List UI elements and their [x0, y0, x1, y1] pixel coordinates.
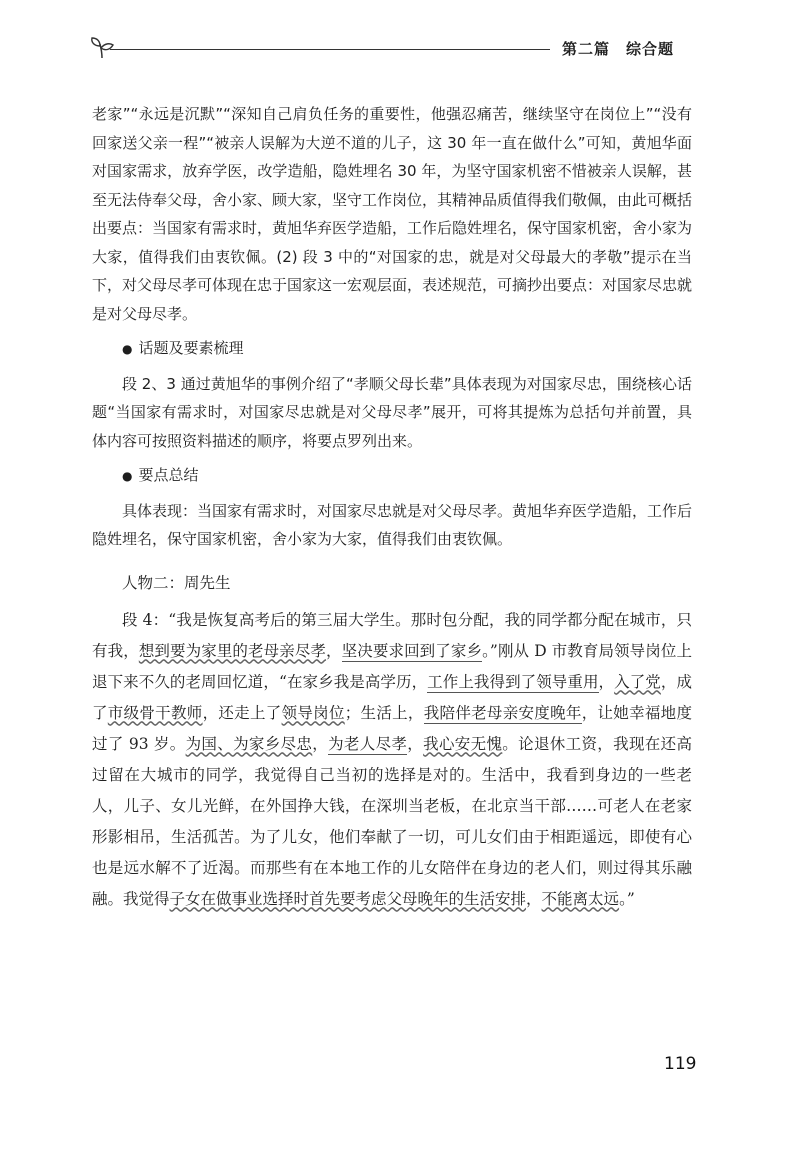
underlined-phrase: 入了党	[614, 672, 661, 691]
material-paragraph	[92, 605, 692, 915]
material-text: 段 4：“我是恢复高考后的第三届大学生。那时包分配，我的同学都分配在城市，只有我，	[92, 610, 692, 660]
underlined-phrase: 子女在做事业选择时首先要考虑父母晚年的生活安排	[169, 889, 527, 908]
underlined-phrase: 为国、为家乡尽忠	[185, 734, 313, 753]
material-text: 。”	[619, 889, 635, 908]
underlined-phrase: 坚决要求回到了家乡	[341, 641, 483, 660]
header-rule	[110, 49, 550, 50]
material-text: ，	[598, 672, 615, 691]
material-text: 。论退休工资，我现在还高过留在大城市的同学，我觉得自己当初的选择是对的。生活中，我看到身边的一些老人，儿子、女儿光鲜，在外国挣大钱，在深圳当老板，在北京当干部……可老人在老家形影相吊，生活孤苦。为了儿女，他们奉献了一切，可儿女们由于相距遥远，即使有心也是远水解不了近渴。而那些有在本地工作的儿女陪伴在身边的老人们，则过得其乐融融。我觉得	[92, 734, 692, 908]
page-number: 119	[664, 1054, 697, 1074]
material-text: ，	[407, 734, 424, 753]
material-text: ，成了	[92, 672, 692, 722]
summary-paragraph: 具体表现：当国家有需求时，对国家尽忠就是对父母尽孝。黄旭华弃医学造船，工作后隐姓埋名，保守国家机密，舍小家为大家，值得我们由衷钦佩。	[92, 501, 693, 548]
person-title: 人物二：周先生	[122, 573, 231, 592]
underlined-phrase: 不能离太远	[541, 889, 620, 908]
analysis-paragraph: 老家”“永远是沉默”“深知自己肩负任务的重要性，他强忍痛苦，继续坚守在岗位上”“没有回家送父亲一程”“被亲人误解为大逆不道的儿子，这 30 年一直在做什么”可知，黄旭华面对国家需求，放弃学医，改学造船，隐姓埋名 30 年，为坚守国家机密不惜被亲人误解，甚至无法侍奉父母，舍小家、顾大家，坚守工作岗位，其精神品质值得我们敬佩，由此可概括出要点：当国家有需求时，黄旭华弃医学造船，工作后隐姓埋名，保守国家机密，舍小家为大家，值得我们由衷钦佩。(2) 段 3 中的“对国家的忠，就是对父母最大的孝敬”提示在当下，对父母尽孝可体现在忠于国家这一宏观层面，表述规范，可摘抄出要点：对国家尽忠就是对父母尽孝。	[92, 105, 693, 323]
underlined-phrase: 领导岗位	[281, 703, 345, 722]
material-text: ，还走上了	[202, 703, 282, 722]
underlined-phrase: 为老人尽孝	[328, 734, 408, 753]
material-text: ；生活上，	[344, 703, 424, 722]
section-heading-summary: ● 要点总结	[92, 461, 692, 491]
underlined-phrase: 我陪伴老母亲安度晚年	[423, 703, 582, 722]
page-body	[92, 100, 692, 921]
page-header	[88, 30, 688, 70]
section-heading-topic: ● 话题及要素梳理	[92, 334, 692, 364]
chapter-title: 第二篇 综合题	[562, 40, 675, 58]
underlined-phrase: 市级骨干教师	[107, 703, 203, 722]
material-text: ，	[526, 889, 542, 908]
source-material	[92, 568, 692, 915]
material-text: ，让她幸福地度过了 93 岁。	[92, 703, 692, 753]
underlined-phrase: 想到要为家里的老母亲尽孝	[138, 641, 327, 660]
sprout-icon	[88, 34, 116, 62]
underlined-phrase: 我心安无愧	[423, 734, 503, 753]
material-text: ，	[312, 734, 329, 753]
material-text: ，	[326, 641, 342, 660]
material-text: 。”刚从 D 市教育局领导岗位上退下来不久的老周回忆道，“在家乡我是高学历，	[92, 641, 692, 691]
underlined-phrase: 工作上我得到了领导重用	[427, 672, 599, 691]
topic-paragraph: 段 2、3 通过黄旭华的事例介绍了“孝顺父母长辈”具体表现为对国家尽忠，围绕核心话题“当国家有需求时，对国家尽忠就是对父母尽孝”展开，可将其提炼为总括句并前置，具体内容可按照资料描述的顺序，将要点罗列出来。	[92, 374, 692, 450]
